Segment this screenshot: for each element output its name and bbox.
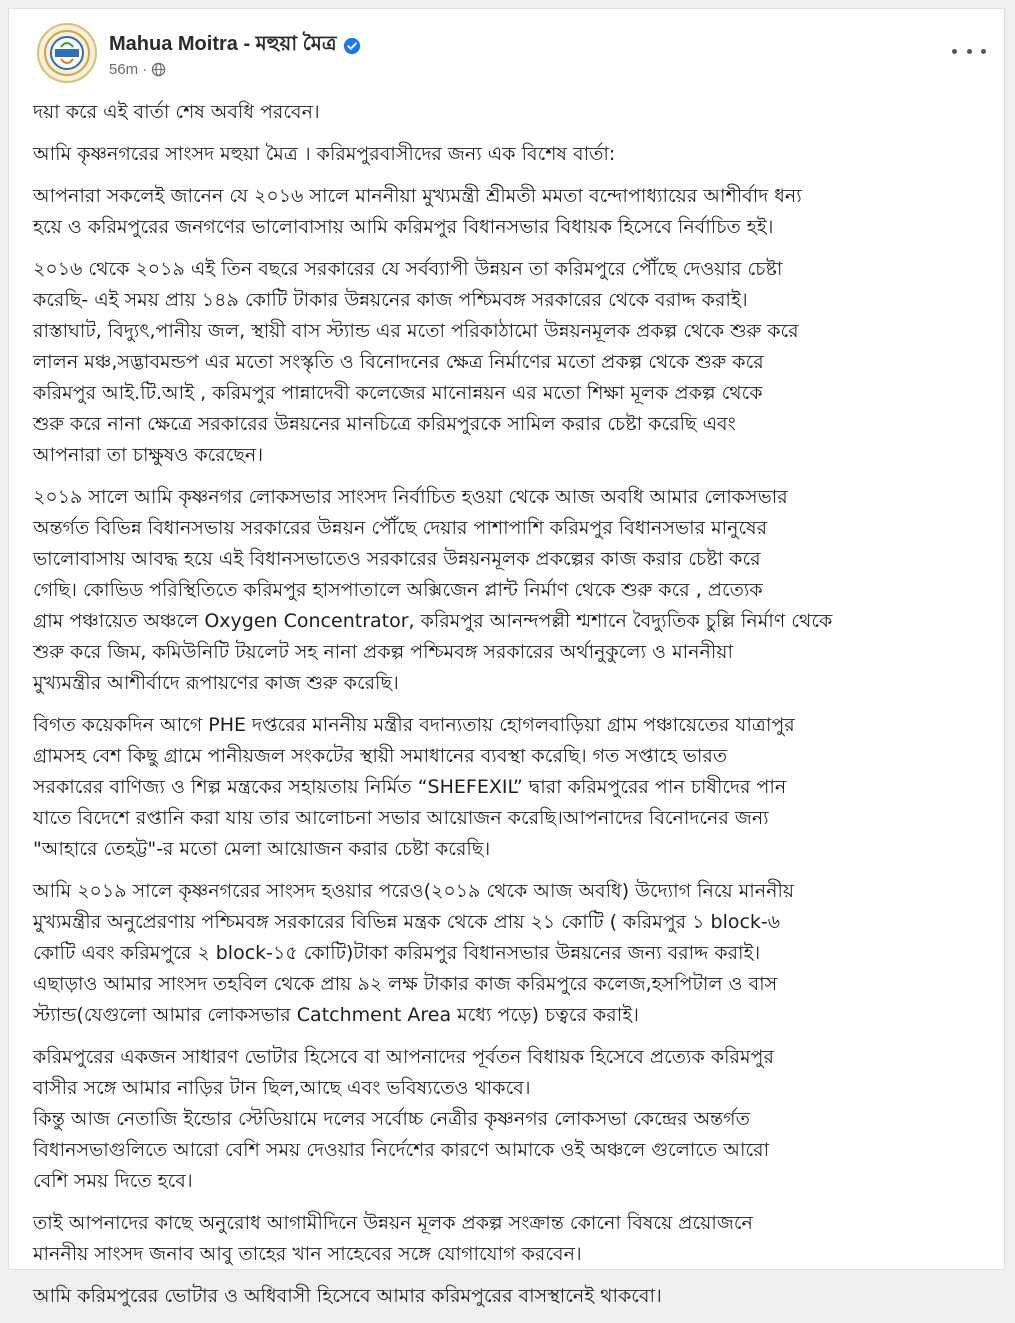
party-emblem-icon: [39, 25, 95, 81]
post-paragraph: আমি করিমপুরের ভোটার ও অধিবাসী হিসেবে আমার করিমপুরের বাসস্থানেই থাকবো।: [33, 1285, 662, 1307]
post-paragraph: আমি কৃষ্ণনগরের সাংসদ মহুয়া মৈত্র । করিমপুরবাসীদের জন্য এক বিশেষ বার্তা:: [33, 143, 616, 165]
more-dot-icon: [981, 49, 986, 54]
globe-icon[interactable]: [151, 62, 166, 77]
post-paragraph: আপনারা সকলেই জানেন যে ২০১৬ সালে মাননীয়া মুখ্যমন্ত্রী শ্রীমতী মমতা বন্দোপাধ্যায়ের আশীর্বাদ ধন্য হয়ে ও করিমপুরের জনগণের ভালোবাসায় আমি করিমপুর বিধানসভার বিধায়ক হিসেবে নির্বাচিত হই।: [33, 185, 802, 238]
author-line: [109, 29, 361, 62]
post-paragraph: দয়া করে এই বার্তা শেষ অবধি পরবেন।: [33, 101, 320, 123]
post-text: [33, 97, 988, 1323]
post-meta: [109, 61, 166, 78]
post-paragraph: বিগত কয়েকদিন আগে PHE দপ্তরের মাননীয় মন্ত্রীর বদান্যতায় হোগলবাড়িয়া গ্রাম পঞ্চায়েতের যাত্রাপুর গ্রামসহ বেশ কিছু গ্রামে পানীয়জল সংকটের স্থায়ী সমাধানের ব্যবস্থা করেছি। গত সপ্তাহে ভারত সরকারের বাণিজ্য ও শিল্প মন্ত্রকের সহায়তায় নির্মিত “SHEFEXIL” দ্বারা করিমপুরের পান চাষীদের পান যাতে বিদেশে রপ্তানি করা যায় তার আলোচনা সভার আয়োজন করেছি।আপনাদের বিনোদনের জন্য "আহারে তেহট্ট"-র মতো মেলা আয়োজন করার চেষ্টা করেছি।: [33, 714, 795, 860]
author-avatar[interactable]: [37, 23, 97, 83]
post-timestamp-link[interactable]: 56m: [109, 61, 139, 78]
more-options-button[interactable]: [952, 41, 986, 61]
post-paragraph: ২০১৯ সালে আমি কৃষ্ণনগর লোকসভার সাংসদ নির্বাচিত হওয়া থেকে আজ অবধি আমার লোকসভার অন্তর্গত বিভিন্ন বিধানসভায় সরকারের উন্নয়ন পৌঁছে দেয়ার পাশাপাশি করিমপুর বিধানসভার মানুষের ভালোবাসায় আবদ্ধ হয়ে এই বিধানসভাতেও সরকারের উন্নয়নমূলক প্রকল্পের কাজ করার চেষ্টা করে গেছি। কোভিড পরিস্থিতিতে করিমপুর হাসপাতালে অক্সিজেন প্লান্ট নির্মাণ থেকে শুরু করে , প্রত্যেক গ্রাম পঞ্চায়েত অঞ্চলে Oxygen Concentrator, করিমপুর আনন্দপল্লী শ্মশানে বৈদ্যুতিক চুল্লি নির্মাণ থেকে শুরু করে জিম, কমিউনিটি টয়লেট সহ নানা প্রকল্প পশ্চিমবঙ্গ সরকারের অর্থানুকুল্যে ও মাননীয়া মুখ্যমন্ত্রীর আশীর্বাদে রূপায়ণের কাজ শুরু করেছি।: [33, 486, 833, 694]
more-dot-icon: [967, 49, 972, 54]
author-name-link[interactable]: Mahua Moitra - মহুয়া মৈত্র: [109, 33, 337, 55]
post-card: [8, 8, 1005, 1307]
post-header: [9, 9, 1004, 95]
verified-badge-icon: [343, 37, 361, 55]
post-paragraph: ২০১৬ থেকে ২০১৯ এই তিন বছরে সরকারের যে সর্বব্যাপী উন্নয়ন তা করিমপুরে পৌঁছে দেওয়ার চেষ্টা করেছি- এই সময় প্রায় ১৪৯ কোটি টাকার উন্নয়নের কাজ পশ্চিমবঙ্গ সরকারের থেকে বরাদ্দ করাই। রাস্তাঘাট, বিদ্যুৎ,পানীয় জল, স্থায়ী বাস স্ট্যান্ড এর মতো পরিকাঠামো উন্নয়নমূলক প্রকল্প থেকে শুরু করে লালন মঞ্চ,সদ্ভাবমন্ডপ এর মতো সংস্কৃতি ও বিনোদনের ক্ষেত্র নির্মাণের মতো প্রকল্প থেকে শুরু করে করিমপুর আই.টি.আই , করিমপুর পান্নাদেবী কলেজের মানোন্নয়ন এর মতো শিক্ষা মূলক প্রকল্প থেকে শুরু করে নানা ক্ষেত্রে সরকারের উন্নয়নের মানচিত্রে করিমপুরকে সামিল করার চেষ্টা করেছি এবং আপনারা তা চাক্ষুষও করেছেন।: [33, 258, 799, 466]
meta-separator: ·: [142, 61, 148, 78]
more-dot-icon: [952, 49, 957, 54]
post-paragraph: তাই আপনাদের কাছে অনুরোধ আগামীদিনে উন্নয়ন মূলক প্রকল্প সংক্রান্ত কোনো বিষয়ে প্রয়োজনে মাননীয় সাংসদ জনাব আবু তাহের খান সাহেবের সঙ্গে যোগাযোগ করবেন।: [33, 1212, 753, 1265]
post-paragraph: আমি ২০১৯ সালে কৃষ্ণনগরের সাংসদ হওয়ার পরেও(২০১৯ থেকে আজ অবধি) উদ্যোগ নিয়ে মাননীয় মুখ্যমন্ত্রীর অনুপ্রেরণায় পশ্চিমবঙ্গ সরকারের বিভিন্ন মন্ত্রক থেকে প্রায় ২১ কোটি ( করিমপুর ১ block-৬ কোটি এবং করিমপুরে ২ block-১৫ কোটি)টাকা করিমপুর বিধানসভার উন্নয়নের জন্য বরাদ্দ করাই। এছাড়াও আমার সাংসদ তহবিল থেকে প্রায় ৯২ লক্ষ টাকার কাজ করিমপুরে কলেজ,হসপিটাল ও বাস স্ট্যান্ড(যেগুলো আমার লোকসভার Catchment Area মধ্যে পড়ে) চত্বরে করাই।: [33, 880, 795, 1026]
post-paragraph: করিমপুরের একজন সাধারণ ভোটার হিসেবে বা আপনাদের পূর্বতন বিধায়ক হিসেবে প্রত্যেক করিমপুর বাসীর সঙ্গে আমার নাড়ির টান ছিল,আছে এবং ভবিষ্যতেও থাকবে। কিন্তু আজ নেতাজি ইন্ডোর স্টেডিয়ামে দলের সর্বোচ্চ নেত্রীর কৃষ্ণনগর লোকসভা কেন্দ্রের অন্তর্গত বিধানসভাগুলিতে আরো বেশি সময় দেওয়ার নির্দেশের কারণে আমাকে ওই অঞ্চলে গুলোতে আরো বেশি সময় দিতে হবে।: [33, 1046, 774, 1192]
